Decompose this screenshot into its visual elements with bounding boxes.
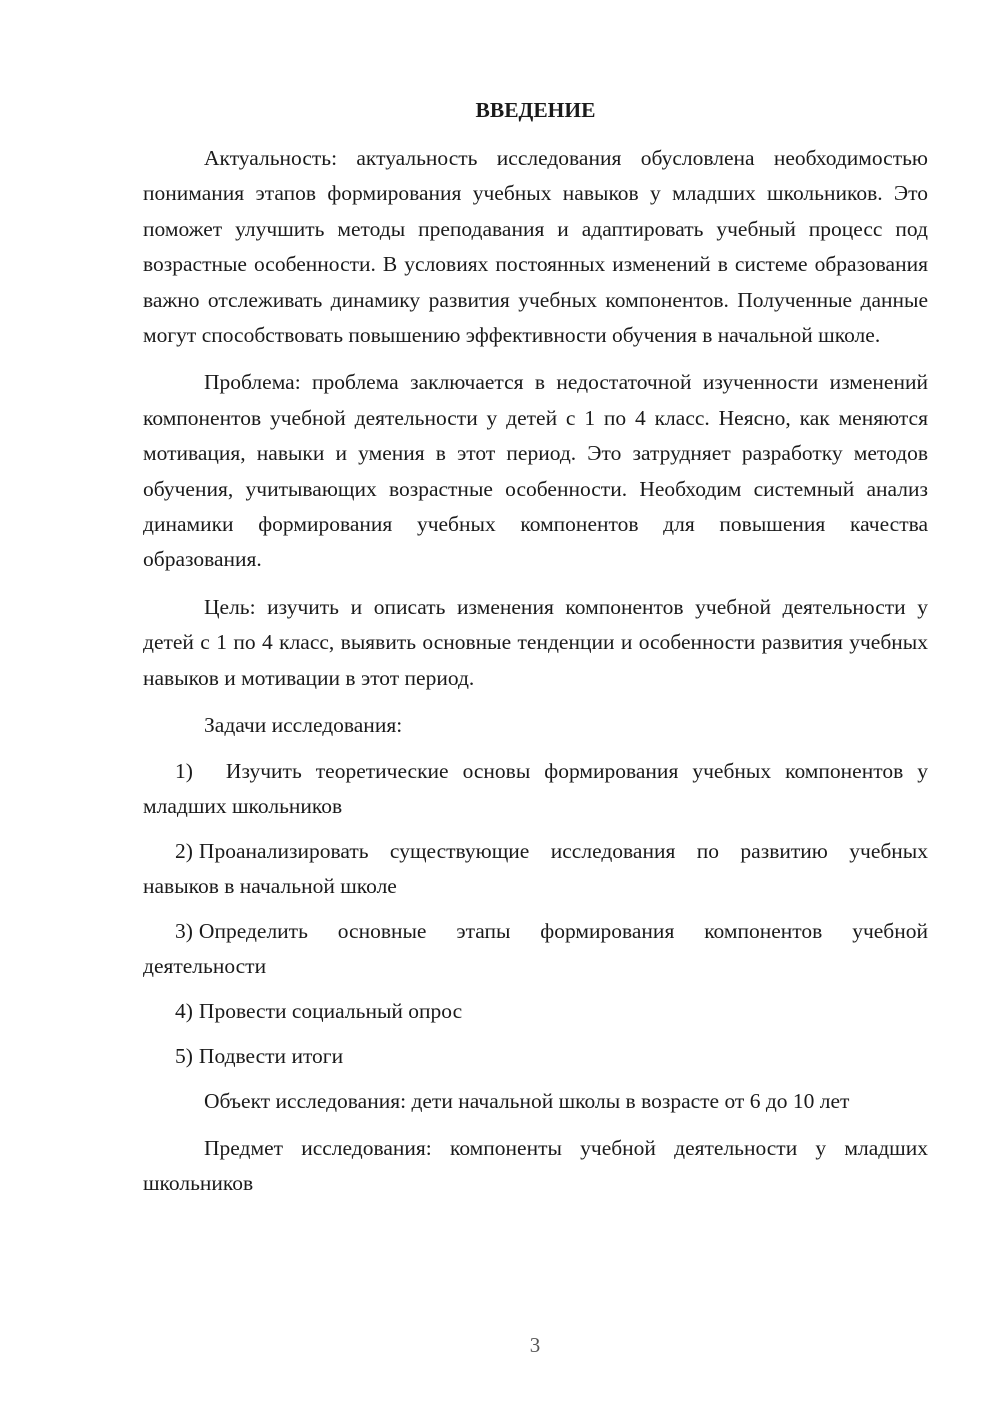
task-item-3 <box>143 914 928 984</box>
relevance-paragraph: Актуальность: актуальность исследования обусловлена необходимостью понимания этапов формирования учебных навыков у младших школьников. Это поможет улучшить методы преподавания и адаптировать учебный процесс под возрастные особенности. В условиях постоянных изменений в системе образования важно отслеживать динамику развития учебных компонентов. Полученные данные могут способствовать повышению эффективности обучения в начальной школе. <box>143 146 928 348</box>
page-number: 3 <box>529 1333 541 1357</box>
task-item-4 <box>143 994 928 1029</box>
object-paragraph: Объект исследования: дети начальной школы в возрасте от 6 до 10 лет <box>204 1088 850 1113</box>
task-item-2 <box>143 834 928 904</box>
task-text: Изучить теоретические основы формирования учебных компонентов у младших школьников <box>143 758 928 818</box>
task-item-1 <box>143 754 928 824</box>
tasks-heading: Задачи исследования: <box>204 713 403 738</box>
task-number: 2) <box>175 838 193 863</box>
task-number: 1) <box>175 758 193 783</box>
page-content <box>143 92 928 1214</box>
task-number: 3) <box>175 918 193 943</box>
page-title: ВВЕДЕНИЕ <box>475 98 596 122</box>
problem-paragraph: Проблема: проблема заключается в недостаточной изученности изменений компонентов учебной деятельности у детей с 1 по 4 класс. Неясно, как меняются мотивация, навыки и умения в этот период. Это затрудняет разработку методов обучения, учитывающих возрастные особенности. Необходим системный анализ динамики формирования учебных компонентов для повышения качества образования. <box>143 370 928 572</box>
task-text: Проанализировать существующие исследования по развитию учебных навыков в начальной школе <box>143 838 928 898</box>
task-text: Подвести итоги <box>198 1043 344 1068</box>
goal-paragraph: Цель: изучить и описать изменения компонентов учебной деятельности у детей с 1 по 4 класс, выявить основные тенденции и особенности развития учебных навыков и мотивации в этот период. <box>143 594 928 690</box>
task-item-5 <box>143 1039 928 1074</box>
tasks-list <box>143 754 928 1074</box>
task-text: Провести социальный опрос <box>198 998 463 1023</box>
task-number: 4) <box>175 998 193 1023</box>
task-number: 5) <box>175 1043 193 1068</box>
task-text: Определить основные этапы формирования компонентов учебной деятельности <box>143 918 928 978</box>
subject-paragraph: Предмет исследования: компоненты учебной деятельности у младших школьников <box>143 1135 928 1196</box>
